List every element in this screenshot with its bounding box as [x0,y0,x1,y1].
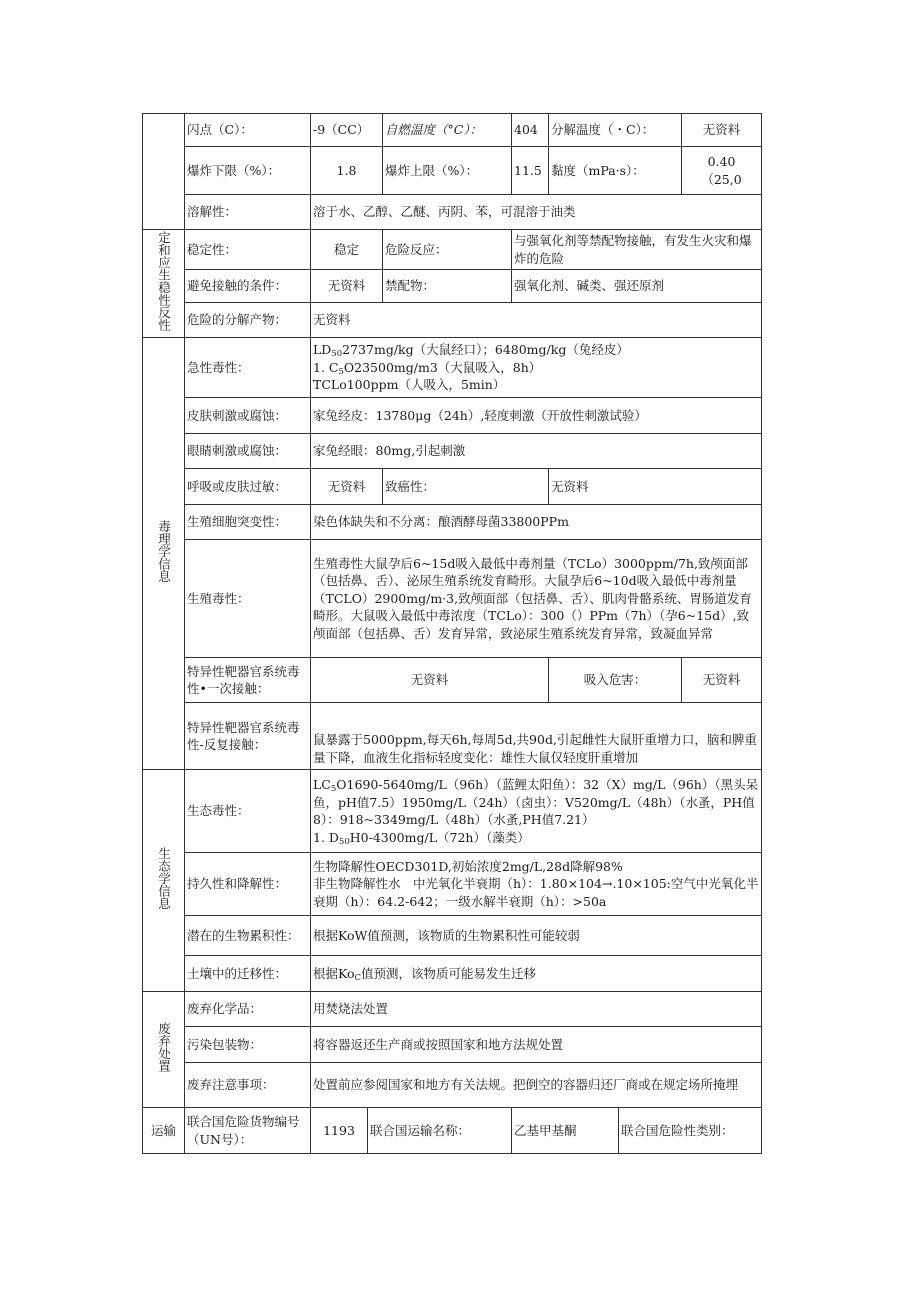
reproductive-toxicity-label: 生殖毒性： [185,540,311,658]
mobility-sub: C [354,972,362,983]
eco-line-1-sub: 5 [330,784,337,794]
decomposition-products-value: 无资料 [311,303,762,338]
eco-line-2b: H0-4300mg/L（72h）（藻类） [349,829,530,845]
row-stability [143,230,762,270]
section-disposal-title: 废弃处置 [156,1022,172,1073]
acute-line-3: TCLo100ppm（人吸入，5min） [313,377,506,393]
acute-line-1b: 2737mg/kg（大鼠经口）；6480mg/kg（兔经皮） [342,342,629,358]
row-stot-single [143,658,762,703]
stability-label: 稳定性： [185,230,311,270]
incompatible-value: 强氧化剂、碱类、强还原剂 [512,270,762,303]
row-persistence [143,853,762,916]
acute-line-2b: O23500mg/m3（大鼠吸入，8h） [343,359,542,375]
acute-toxicity-value [311,338,762,398]
section-disposal [143,992,185,1108]
mutagenicity-value: 染色体缺失和不分离：酿酒酵母菌33800PPm [311,505,762,540]
stability-value: 稳定 [311,230,383,270]
decomposition-products-label: 危险的分解产物： [185,303,311,338]
aspiration-label: 吸入危害： [549,658,682,703]
un-number-value: 1193 [311,1108,368,1154]
row-bioaccumulation [143,916,762,956]
solubility-label: 溶解性： [185,195,311,230]
skin-corrosion-value: 家兔经皮：13780μg（24h）,轻度刺激（开放性刺激试验） [311,398,762,434]
reproductive-toxicity-value: 生殖毒性大鼠孕后6~15d吸入最低中毒剂量（TCLo）3000ppm/7h,致颅面部（包括鼻、舌）、泌尿生殖系统发育畸形。大鼠孕后6~10d吸入最低中毒剂量（TCLO）2900mg/m·3,致颅面部（包括鼻、舌）、肌肉骨骼系统、胃肠道发育畸形。大鼠吸入最低中毒浓度（TCLo）：300（）PPm（7h）（孕6~15d）,致颅面部（包括鼻、舌）发育异常，致泌尿生殖系统发育异常，致凝血异常 [311,540,762,658]
solubility-value: 溶于水、乙醇、乙醚、丙阴、苯，可混溶于油类 [311,195,762,230]
packaging-label: 污染包装物： [185,1027,311,1063]
section-stability [143,230,185,338]
ecotoxicity-label: 生态毒性： [185,770,311,853]
autoignition-value: 404 [512,114,549,147]
autoignition-label: 自燃温度（°C）： [383,114,512,147]
persistence-label: 持久性和降解性： [185,853,311,916]
viscosity-value-2: （25,0 [701,171,742,187]
acute-line-2a: 1. C [313,359,339,375]
section-toxicology-title: 毒理学信息 [156,520,172,583]
mobility-a: 根据Ko [313,965,355,981]
ecotoxicity-value [311,770,762,853]
packaging-value: 将容器返还生产商或按照国家和地方法规处置 [311,1027,762,1063]
row-decomposition-products [143,303,762,338]
section-ecology [143,770,185,992]
bioaccumulation-label: 潜在的生物累积性： [185,916,311,956]
row-stot-repeated [143,703,762,770]
persistence-value [311,853,762,916]
un-number-label: 联合国危险货物编号（UN号）： [185,1108,311,1154]
avoid-conditions-label: 避免接触的条件： [185,270,311,303]
row-mutagenicity [143,505,762,540]
row-skin [143,398,762,434]
hazard-class-label: 联合国危险性类别： [619,1108,762,1154]
eye-irritation-value: 家兔经眼：80mg,引起刺激 [311,434,762,469]
decomposition-temp-value: 无资料 [682,114,762,147]
skin-corrosion-label: 皮肤刺激或腐蚀： [185,398,311,434]
mobility-b: 值预测，该物质可能易发生迁移 [361,965,537,981]
row-waste [143,992,762,1027]
mobility-label: 土壤中的迁移性： [185,956,311,992]
incompatible-label: 禁配物： [383,270,512,303]
row-sensitization [143,469,762,505]
lel-label: 爆炸下限（%）： [185,147,311,195]
viscosity-value-1: 0.40 [707,154,736,169]
acute-toxicity-label: 急性毒性： [185,338,311,398]
acute-line-1a: LD [313,342,332,358]
hazardous-reaction-value: 与强氧化剂等禁配物接触，有发生火灾和爆炸的危险 [512,230,762,270]
row-acute-toxicity [143,338,762,398]
viscosity-label: 黏度（mPa·s）： [549,147,682,195]
stot-single-label: 特异性靶器官系统毒性•一次接触： [185,658,311,703]
flash-point-label: 闪点（C）： [185,114,311,147]
disposal-notes-label: 废弃注意事项： [185,1063,311,1108]
eco-line-2 [313,829,759,847]
row-transport [143,1108,762,1154]
bioaccumulation-value: 根据KoW值预测，该物质的生物累积性可能较弱 [311,916,762,956]
stot-repeated-label: 特异性靶器官系统毒性-反复接触： [185,703,311,770]
row-reproductive [143,540,762,658]
hazardous-reaction-label: 危险反应： [383,230,512,270]
waste-label: 废弃化学品： [185,992,311,1027]
row-conditions [143,270,762,303]
transport-name-label: 联合国运输名称： [368,1108,512,1154]
persistence-line-1: 生物降解性OECD301D,初始浓度2mg/L,28d降解98% [313,858,623,874]
mobility-value [311,956,762,992]
section-stability-title: 定和应生稳性反性 [156,231,172,332]
row-eye [143,434,762,469]
acute-line-1-sub: 50 [331,349,343,360]
section-ecology-title: 生态学信息 [156,847,172,910]
acute-line-1 [313,341,759,359]
sds-sheet [142,113,761,1154]
lel-value: 1.8 [311,147,383,195]
row-mobility [143,956,762,992]
section-toxicology [143,338,185,770]
row-solubility [143,195,762,230]
row-explosion-limits [143,147,762,195]
persistence-line-2: 非生物降解性水 中光氧化半衰期（h）：1.80×104→.10×105:空气中光氧化半衰期（h）：64.2-642；一级水解半衰期（h）：>50a [313,876,759,909]
acute-line-2 [313,359,759,377]
transport-name-value: 乙基甲基酮 [512,1108,619,1154]
eco-line-1 [313,776,759,829]
eco-line-2a: 1. D [313,829,339,845]
stot-repeated-value: 鼠暴露于5000ppm,每天6h,每周5d,共90d,引起雌性大鼠肝重增力口，脑和脾重量下降，血液生化指标轻度变化：雄性大鼠仅轻度肝重增加 [311,703,762,770]
section-physchem [143,114,185,230]
flash-point-value: -9（CC） [311,114,383,147]
sensitization-value: 无资料 [311,469,383,505]
eco-line-1a: LC [313,777,331,792]
avoid-conditions-value: 无资料 [311,270,383,303]
waste-value: 用焚烧法处置 [311,992,762,1027]
uel-label: 爆炸上限（%）： [383,147,512,195]
eye-irritation-label: 眼睛刺激或腐蚀： [185,434,311,469]
uel-value: 11.5 [512,147,549,195]
mutagenicity-label: 生殖细胞突变性： [185,505,311,540]
eco-line-2-sub: 50 [338,836,350,847]
disposal-notes-value: 处置前应参阅国家和地方有关法规。把倒空的容器归还厂商或在规定场所掩埋 [311,1063,762,1108]
stot-single-value: 无资料 [311,658,549,703]
decomposition-temp-label: 分解温度（・C）： [549,114,682,147]
sds-table [142,113,762,1154]
viscosity-value [682,147,762,195]
row-packaging [143,1027,762,1063]
acute-line-2-sub: 5 [338,366,344,377]
section-transport: 运输 [143,1108,185,1154]
row-ecotoxicity [143,770,762,853]
carcinogenicity-label: 致癌性： [383,469,549,505]
aspiration-value: 无资料 [682,658,762,703]
row-flash-point [143,114,762,147]
carcinogenicity-value: 无资料 [549,469,762,505]
row-disposal-notes [143,1063,762,1108]
sensitization-label: 呼吸或皮肤过敏： [185,469,311,505]
eco-line-1b: O1690-5640mg/L（96h）（蓝鲤太阳鱼）：32（X）mg/L（96h）（黑头呆鱼，pH值7.5）1950mg/L（24h）（卤虫）：V520mg/L（48h）（水蚤，PH值8）：918~3349mg/L（48h）（水蚤,PH值7.21） [313,777,759,827]
